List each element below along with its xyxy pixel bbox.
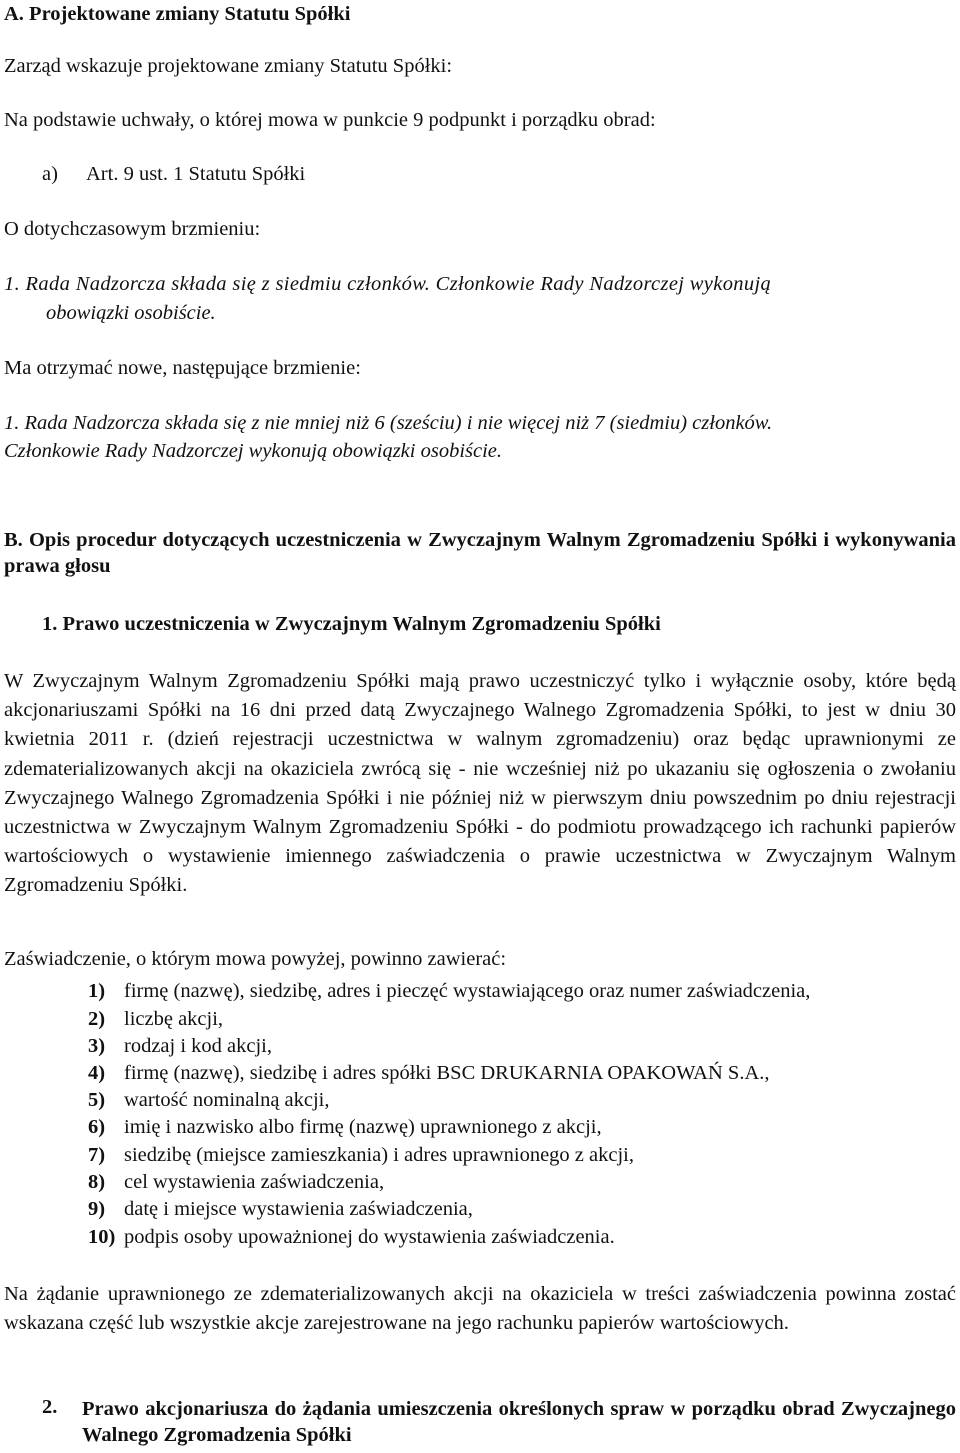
subsection-1-heading: 1. Prawo uczestniczenia w Zwyczajnym Walnym Zgromadzeniu Spółki [42,613,661,635]
list-number: 1) [88,980,106,1002]
list-text: firmę (nazwę), siedzibę i adres spółki BSC DRUKARNIA OPAKOWAŃ S.A., [124,1062,770,1084]
list-item [88,1117,602,1138]
list-text: imię i nazwisko albo firmę (nazwę) uprawnionego z akcji, [124,1116,602,1138]
list-item [88,981,810,1002]
list-item [88,1199,473,1220]
list-text: wartość nominalną akcji, [124,1089,330,1111]
list-item [88,1090,330,1111]
list-number: 5) [88,1089,106,1111]
list-item [88,1009,223,1030]
subsection-2-heading: Prawo akcjonariusza do żądania umieszczenia określonych spraw w porządku obrad Zwyczajnego Walnego Zgromadzenia Spółki [82,1398,956,1446]
list-text: podpis osoby upoważnionej do wystawienia zaświadczenia. [124,1226,615,1248]
list-number: 10) [88,1226,116,1248]
list-text: rodzaj i kod akcji, [124,1035,273,1057]
section-b-heading: B. Opis procedur dotyczących uczestniczenia w Zwyczajnym Walnym Zgromadzeniu Spółki i wykonywania prawa głosu [4,529,956,577]
new-wording-label: Ma otrzymać nowe, następujące brzmienie: [4,357,361,379]
list-item [88,1036,272,1057]
list-item [88,1172,384,1193]
section-a-intro: Zarząd wskazuje projektowane zmiany Statutu Spółki: [4,55,453,77]
certificate-intro: Zaświadczenie, o którym mowa powyżej, powinno zawierać: [4,948,507,970]
new-wording-line-1: 1. Rada Nadzorcza składa się z nie mniej niż 6 (sześciu) i nie więcej niż 7 (siedmiu) członków. [4,412,773,434]
resolution-basis: Na podstawie uchwały, o której mowa w punkcie 9 podpunkt i porządku obrad: [4,109,656,131]
list-text: cel wystawienia zaświadczenia, [124,1171,385,1193]
list-text: liczbę akcji, [124,1008,224,1030]
current-wording-label: O dotychczasowym brzmieniu: [4,218,261,240]
list-number: 4) [88,1062,106,1084]
participation-paragraph: W Zwyczajnym Walnym Zgromadzeniu Spółki mają prawo uczestniczyć tylko i wyłącznie osoby, które będą akcjonariuszami Spółki na 16 dni przed datą Zwyczajnego Walnego Zgromadzenia Spółki, to jest w dniu 30 kwietnia 2011 r. (dzień rejestracji uczestnictwa w walnym zgromadzeniu) oraz będąc uprawnionymi ze zdematerializowanych akcji na okaziciela zwrócą się - nie wcześniej niż po ukazaniu się ogłoszenia o zwołaniu Zwyczajnego Walnego Zgromadzenia Spółki i nie później niż w pierwszym dniu powszednim po dniu rejestracji uczestnictwa w Zwyczajnym Walnym Zgromadzeniu Spółki - do podmiotu prowadzącego ich rachunki papierów wartościowych o wystawienie imiennego zaświadczenia o prawie uczestnictwa w Zwyczajnym Walnym Zgromadzeniu Spółki. [4,670,956,897]
item-a [4,164,305,185]
list-text: datę i miejsce wystawienia zaświadczenia, [124,1198,473,1220]
list-number: 8) [88,1171,106,1193]
current-wording-line-1: 1. Rada Nadzorcza składa się z siedmiu członków. Członkowie Rady Nadzorczej wykonują [4,273,772,295]
new-wording-line-2: Członkowie Rady Nadzorczej wykonują obowiązki osobiście. [4,440,503,462]
list-number: 7) [88,1144,106,1166]
list-number: 6) [88,1116,106,1138]
list-number: 2) [88,1008,106,1030]
list-text: firmę (nazwę), siedzibę, adres i pieczęć wystawiającego oraz numer zaświadczenia, [124,980,811,1002]
list-item [88,1227,615,1248]
list-text: siedzibę (miejsce zamieszkania) i adres uprawnionego z akcji, [124,1144,634,1166]
section-a-heading: A. Projektowane zmiany Statutu Spółki [4,3,351,25]
list-number: 9) [88,1198,106,1220]
list-item [88,1145,634,1166]
subsection-2-number: 2. [42,1396,58,1418]
list-item [88,1063,770,1084]
list-number: 3) [88,1035,106,1057]
certificate-scope-paragraph: Na żądanie uprawnionego ze zdematerializowanych akcji na okaziciela w treści zaświadczenia powinna zostać wskazana część lub wszystkie akcje zarejestrowane na jego rachunku papierów wartościowych. [4,1283,956,1335]
current-wording-line-2: obowiązki osobiście. [46,302,216,324]
item-a-marker: a) [42,163,58,185]
item-a-text: Art. 9 ust. 1 Statutu Spółki [86,163,306,185]
